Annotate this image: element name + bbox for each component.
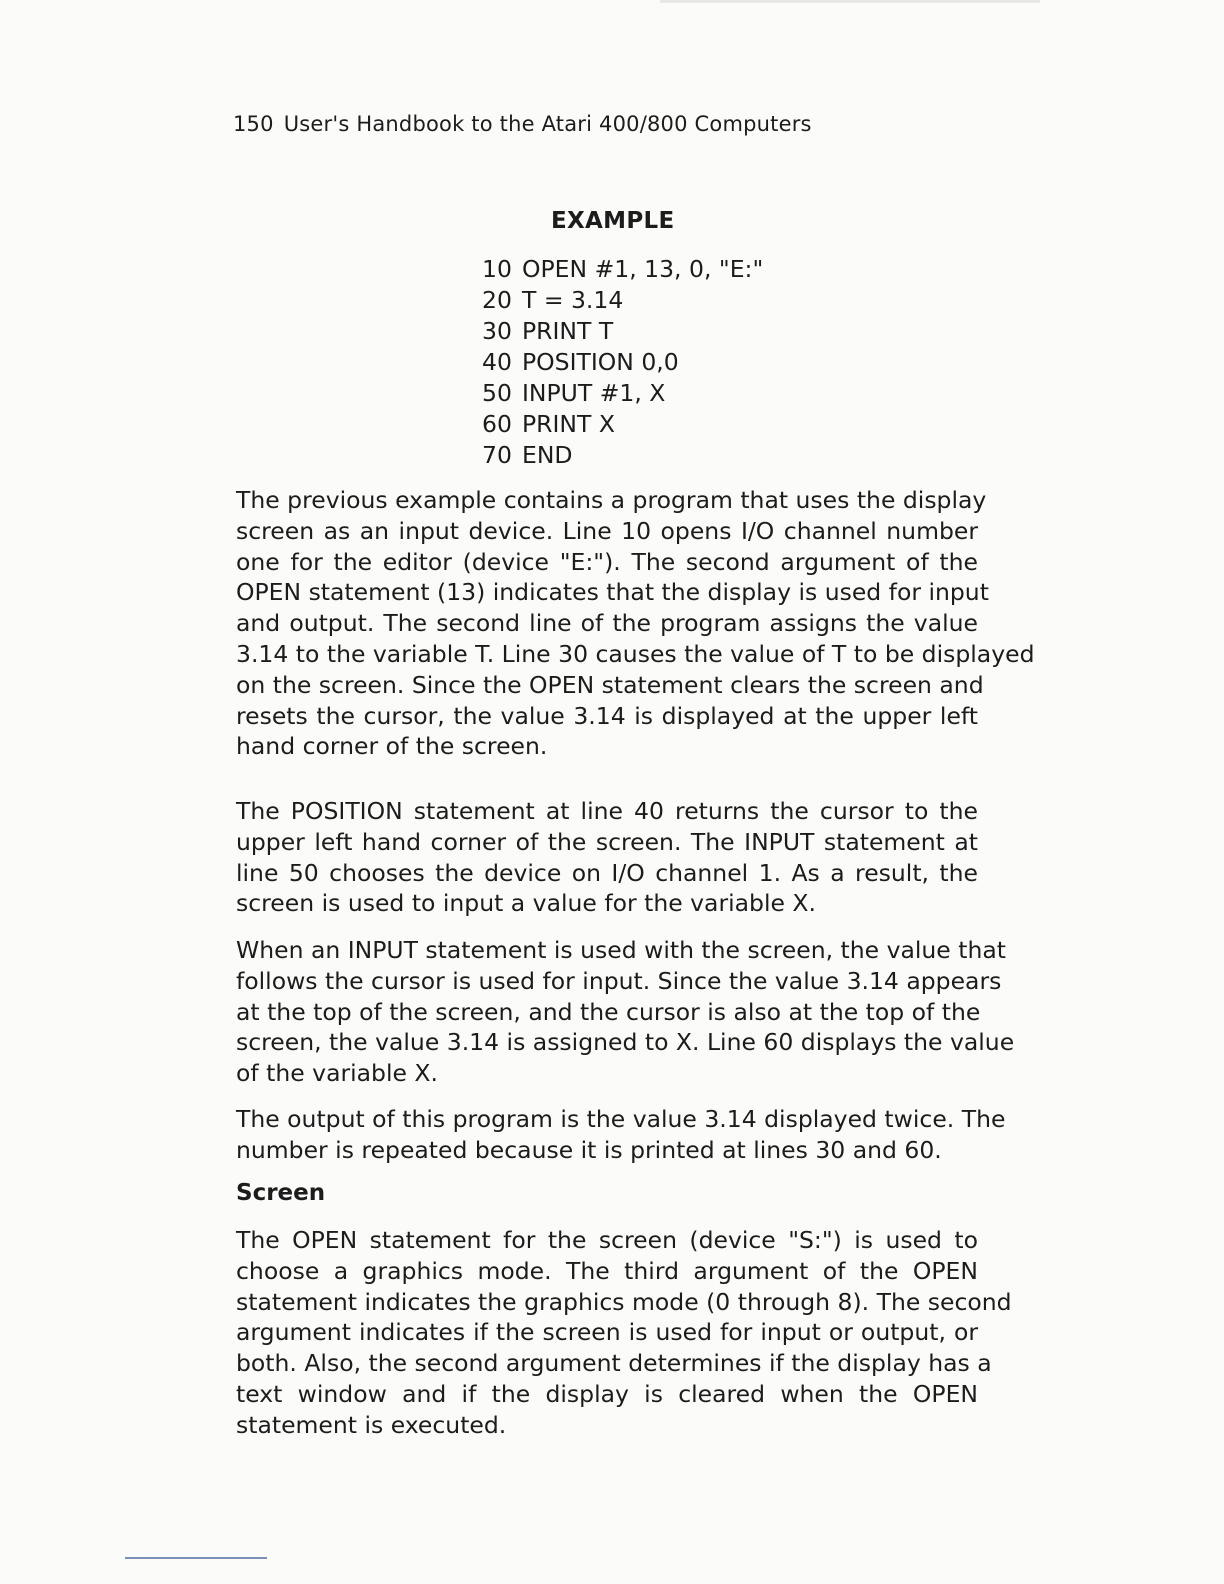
code-line: [482, 316, 763, 347]
text-line: on the screen. Since the OPEN statement clears the screen and: [236, 670, 984, 699]
code-line: [482, 254, 763, 285]
line-number: 50: [482, 379, 512, 407]
text-line: upper left hand corner of the screen. The INPUT statement at: [236, 827, 978, 856]
text-line: number is repeated because it is printed at lines 30 and 60.: [236, 1135, 942, 1164]
code-statement: OPEN #1, 13, 0, "E:": [522, 255, 764, 283]
text-line: choose a graphics mode. The third argument of the OPEN: [236, 1256, 978, 1285]
paragraph-program-explanation: [236, 485, 1035, 762]
paragraph-screen-open: [236, 1225, 1012, 1441]
text-line: follows the cursor is used for input. Since the value 3.14 appears: [236, 966, 1002, 995]
text-line: 3.14 to the variable T. Line 30 causes the value of T to be displayed: [236, 639, 1035, 668]
code-line: [482, 378, 763, 409]
text-line: one for the editor (device "E:"). The second argument of the: [236, 547, 978, 576]
text-line: statement indicates the graphics mode (0 through 8). The second: [236, 1287, 1012, 1316]
text-line: of the variable X.: [236, 1059, 438, 1088]
text-line: at the top of the screen, and the cursor is also at the top of the: [236, 997, 981, 1026]
text-line: screen as an input device. Line 10 opens I/O channel number: [236, 516, 978, 545]
code-statement: INPUT #1, X: [522, 379, 666, 407]
code-statement: POSITION 0,0: [522, 348, 679, 376]
text-line: The output of this program is the value 3.14 displayed twice. The: [236, 1105, 1006, 1133]
running-header: [233, 112, 812, 136]
text-line: The previous example contains a program that uses the display: [236, 486, 987, 514]
book-title: User's Handbook to the Atari 400/800 Computers: [283, 112, 812, 136]
code-line: [482, 347, 763, 378]
section-heading-screen: Screen: [236, 1180, 326, 1206]
paragraph-input-statement: [236, 935, 1015, 1089]
code-line: [482, 285, 763, 316]
text-line: screen is used to input a value for the variable X.: [236, 889, 816, 918]
text-line: resets the cursor, the value 3.14 is displayed at the upper left: [236, 701, 978, 730]
line-number: 30: [482, 317, 512, 345]
text-line: text window and if the display is cleared when the OPEN: [236, 1379, 978, 1408]
code-statement: T = 3.14: [522, 286, 624, 314]
text-line: When an INPUT statement is used with the screen, the value that: [236, 936, 1006, 964]
line-number: 10: [482, 255, 512, 283]
paragraph-program-output: [236, 1104, 1006, 1166]
code-statement: PRINT X: [522, 410, 615, 438]
line-number: 70: [482, 441, 512, 469]
text-line: argument indicates if the screen is used for input or output, or: [236, 1318, 978, 1347]
page-number: 150: [233, 112, 274, 136]
text-line: both. Also, the second argument determines if the display has a: [236, 1349, 992, 1378]
code-line: [482, 440, 763, 471]
code-statement: END: [522, 441, 573, 469]
line-number: 60: [482, 410, 512, 438]
text-line: screen, the value 3.14 is assigned to X. Line 60 displays the value: [236, 1028, 1015, 1057]
example-heading: EXAMPLE: [551, 208, 675, 234]
paragraph-position-statement: [236, 796, 978, 919]
text-line: The POSITION statement at line 40 returns the cursor to the: [236, 797, 978, 825]
code-statement: PRINT T: [522, 317, 614, 345]
footer-rule: [125, 1557, 267, 1559]
line-number: 20: [482, 286, 512, 314]
text-line: line 50 chooses the device on I/O channel 1. As a result, the: [236, 858, 978, 887]
code-listing: [482, 254, 763, 471]
text-line: and output. The second line of the program assigns the value: [236, 609, 978, 638]
code-line: [482, 409, 763, 440]
text-line: The OPEN statement for the screen (device "S:") is used to: [236, 1226, 978, 1254]
text-line: statement is executed.: [236, 1410, 507, 1439]
line-number: 40: [482, 348, 512, 376]
text-line: OPEN statement (13) indicates that the display is used for input: [236, 578, 989, 607]
scan-artifact: [660, 0, 1040, 3]
text-line: hand corner of the screen.: [236, 732, 548, 761]
